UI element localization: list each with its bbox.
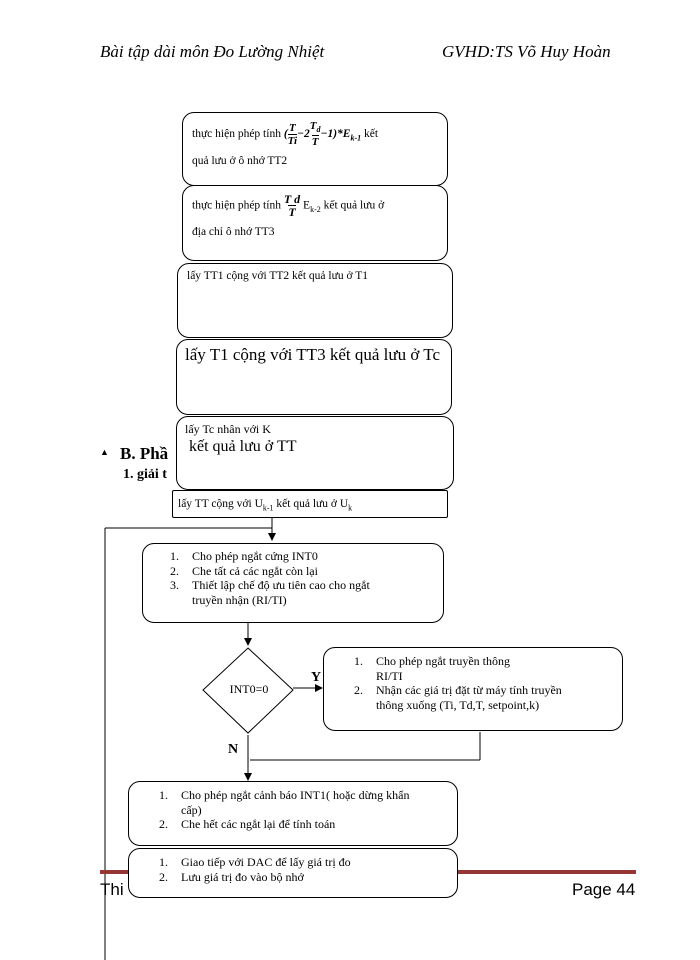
- section-bullet: ▲: [100, 447, 109, 457]
- yes-label: Y: [311, 670, 322, 685]
- multiply-box: lấy Tc nhân với K kết quả lưu ở TT: [176, 416, 454, 490]
- measure-box: [128, 848, 458, 898]
- footer-left: Thi: [100, 880, 124, 899]
- add-box-t1-tt3: lấy T1 cộng với TT3 kết quả lưu ở Tc: [176, 339, 452, 415]
- add-box-uk: lấy TT cộng với $U_{k-1}$ kết quả lưu ở $U_k$: [172, 490, 448, 518]
- section-heading: B. Phầ: [120, 444, 169, 463]
- init-interrupt-box: [142, 543, 444, 623]
- decision-label: INT0=0: [229, 682, 269, 696]
- comm-interrupt-box: [323, 647, 623, 731]
- page-number: Page 44: [572, 880, 636, 899]
- alarm-step-2: 2. Che hết các ngắt lại để tính toán: [159, 817, 336, 831]
- init-step-1: 1. Cho phép ngắt cứng INT0: [170, 549, 318, 563]
- formula-2: $\frac{\text{T d}}{T}$: [283, 192, 301, 219]
- formula-1: ( $\frac{T}{Ti}$ −2 $\frac{T_d}{T}$ $-1)*E_{k-1}$: [283, 120, 362, 149]
- init-step-3: 3. Thiết lập chế độ ưu tiên cao cho ngắt truyền nhận (RI/TI): [170, 578, 370, 607]
- alarm-step-1: 1. Cho phép ngắt cảnh báo INT1( hoặc dừng khẩn cấp): [159, 788, 410, 817]
- comm-step-2: 2. Nhận các giá trị đặt từ máy tính truyền thông xuống (Ti, Td,T, setpoint,k): [354, 683, 562, 712]
- init-step-2: 2. Che tất cả các ngắt còn lại: [170, 563, 318, 578]
- header-right: GVHD:TS Võ Huy Hoàn: [442, 42, 611, 61]
- compute-box-1: thực hiện phép tính ( $\frac{T}{Ti}$ −2 $\frac{T_d}{T}$ $-1)*E_{k-1}$ kết quả lưu ở ô nhớ TT2: [182, 112, 448, 186]
- add-box-tt1-tt2: lấy TT1 cộng với TT2 kết quả lưu ở T1: [177, 263, 453, 338]
- measure-step-2: 2. Lưu giá trị đo vào bộ nhớ: [159, 869, 304, 884]
- section-subheading: 1. giải t: [123, 467, 167, 482]
- no-label: N: [228, 742, 239, 757]
- header-left: Bài tập dài môn Đo Lường Nhiệt: [100, 42, 325, 61]
- alarm-interrupt-box: [128, 781, 458, 846]
- measure-step-1: 1. Giao tiếp với DAC để lấy giá trị đo: [159, 855, 351, 869]
- compute-box-2: thực hiện phép tính $\frac{\text{T d}}{T}$ $E_{k-2}$ kết quả lưu ở địa chỉ ô nhớ TT3: [182, 185, 448, 261]
- comm-step-1: 1. Cho phép ngắt truyền thông RI/TI: [354, 654, 510, 683]
